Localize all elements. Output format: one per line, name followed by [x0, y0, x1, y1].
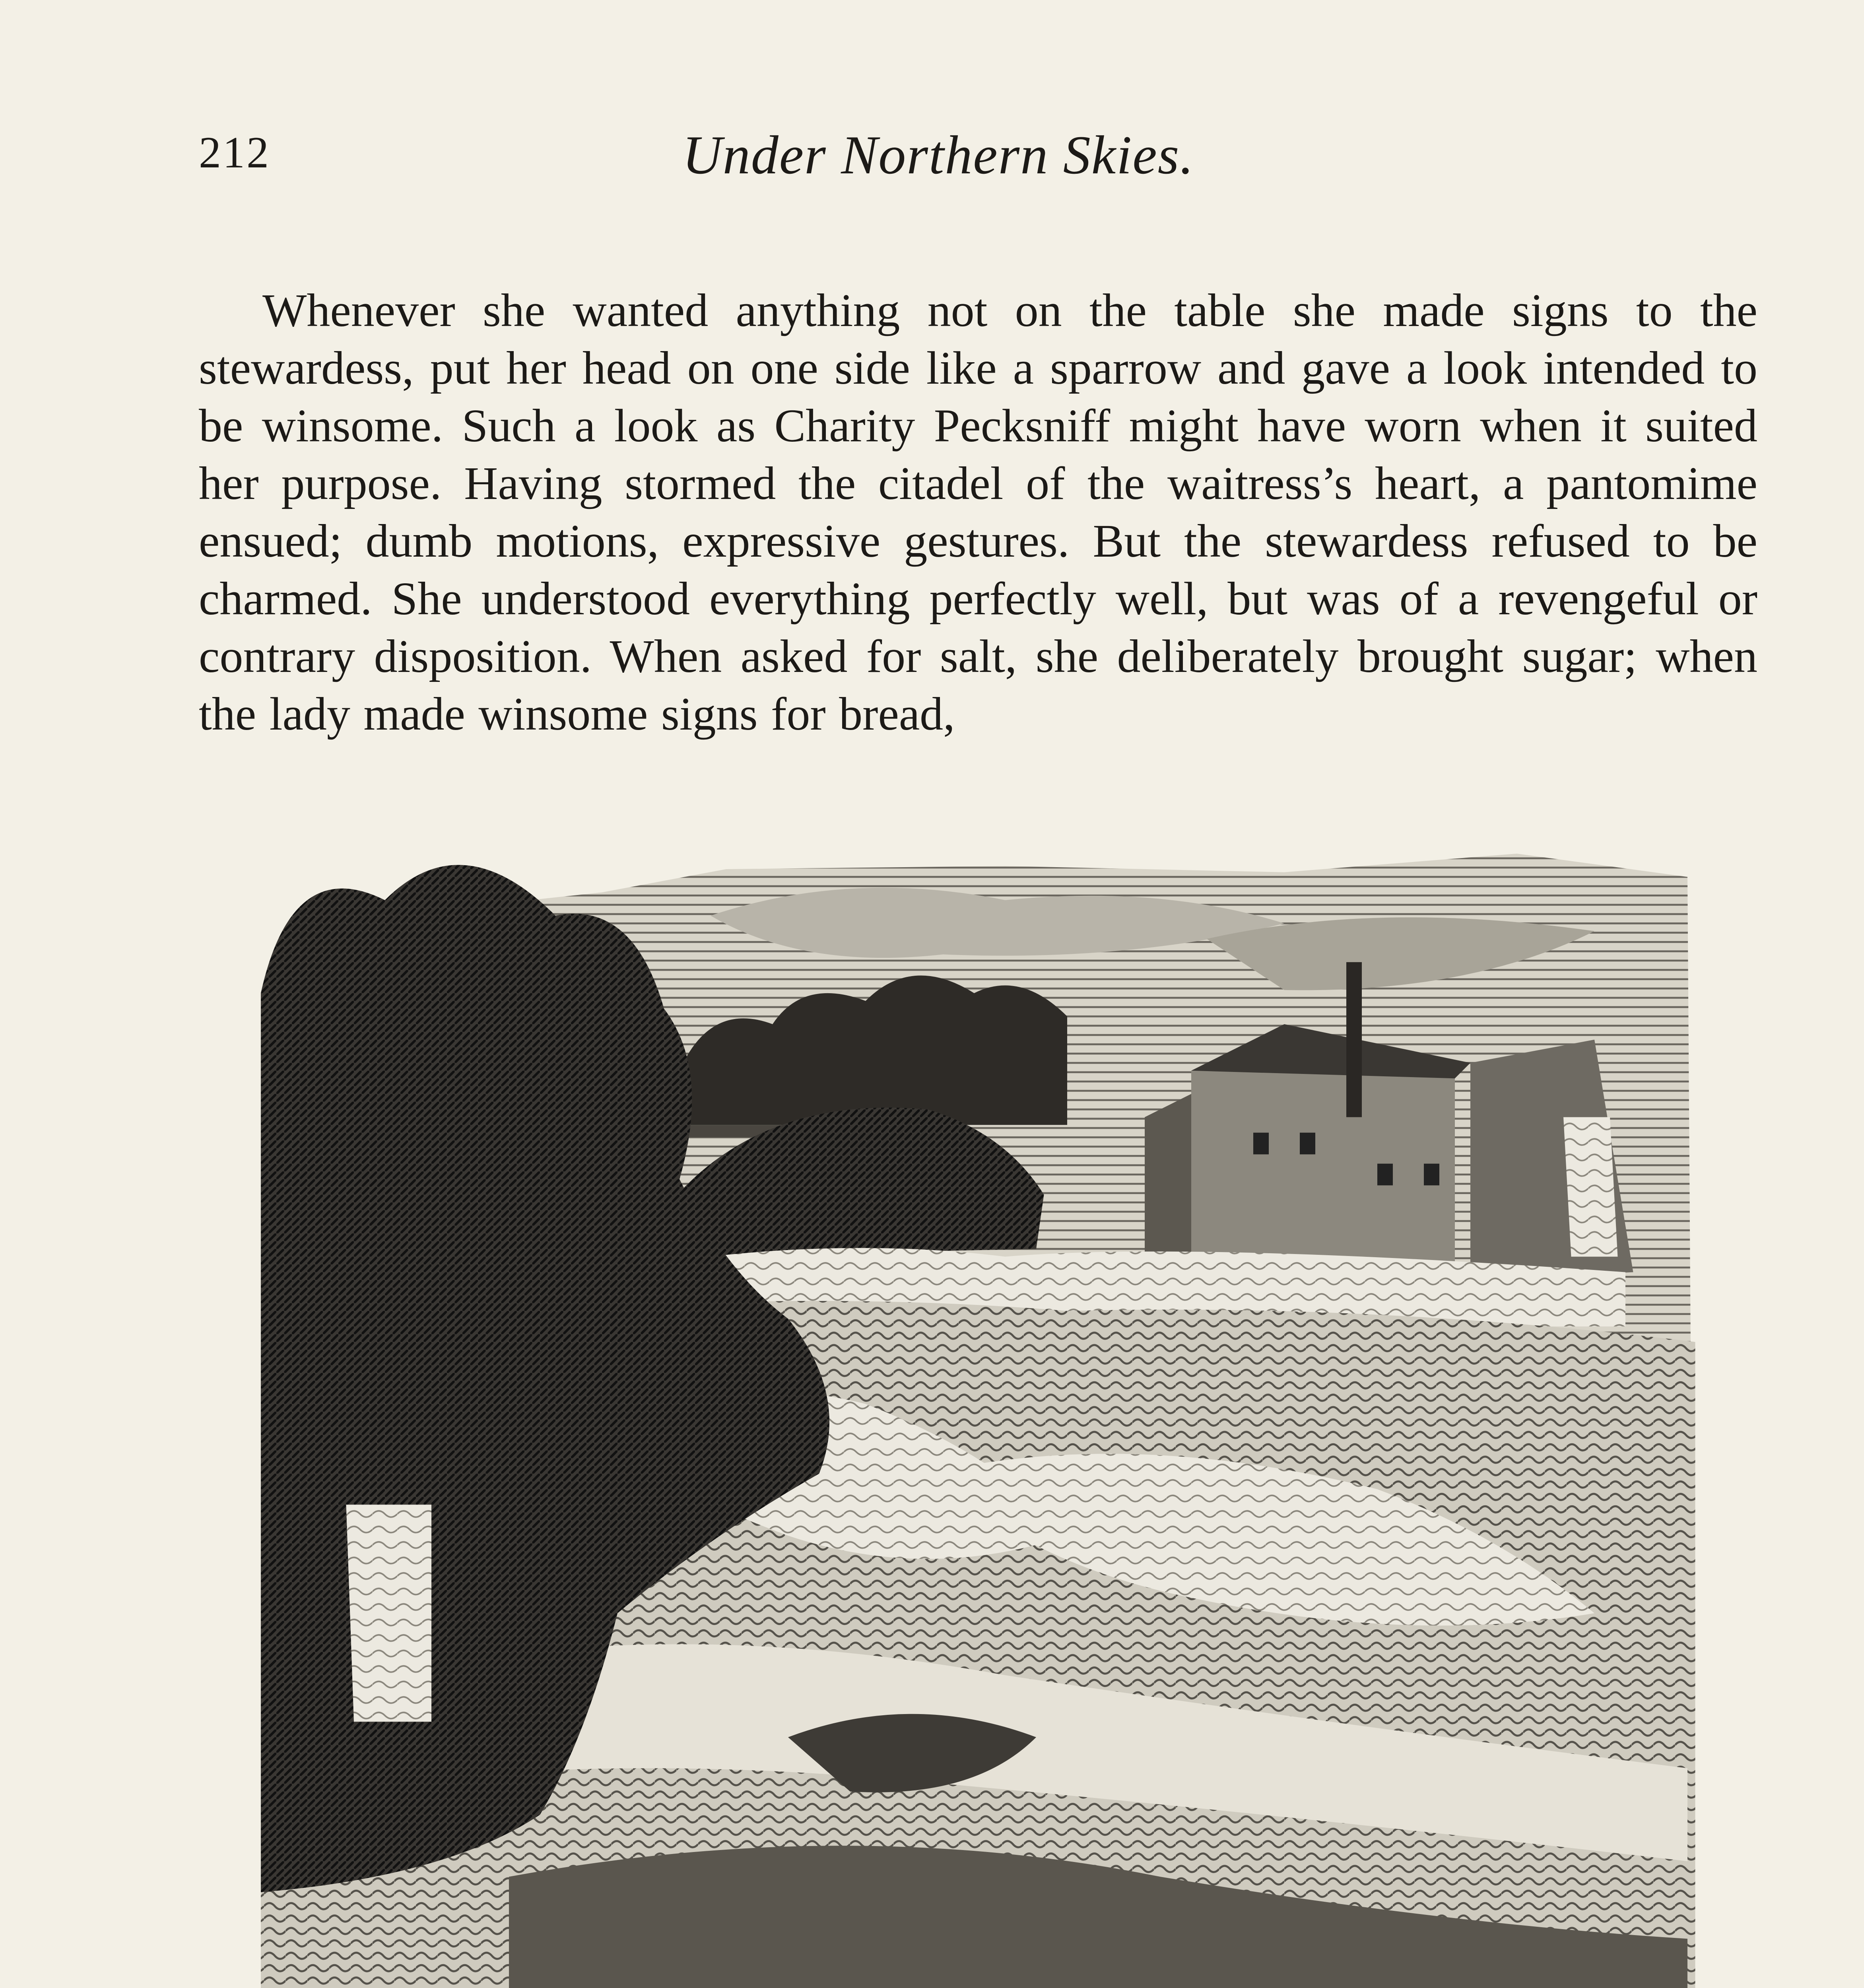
- engraving-picture: [199, 807, 1749, 1988]
- page-number: 212: [199, 128, 270, 177]
- running-title: Under Northern Skies.: [682, 124, 1194, 185]
- body-paragraph-1: Whenever she wanted anything not on the table she made signs to the stewardess, put her head on one side like a sparrow and gave a look intended to be winsome. Such a look as Charity Pecksniff might have worn when it suited her purpose. Having stormed the citadel of the waitress’s heart, a pantomime ensued; dumb motions, expressive gestures. But the stewardess refused to be charmed. She understood everything perfectly well, but was of a revengeful or contrary disposition. When asked for salt, she deliberately brought sugar; when the lady made winsome signs for bread,: [199, 284, 1757, 740]
- running-head: [199, 119, 1678, 199]
- waterfall-engraving: [199, 807, 1749, 1988]
